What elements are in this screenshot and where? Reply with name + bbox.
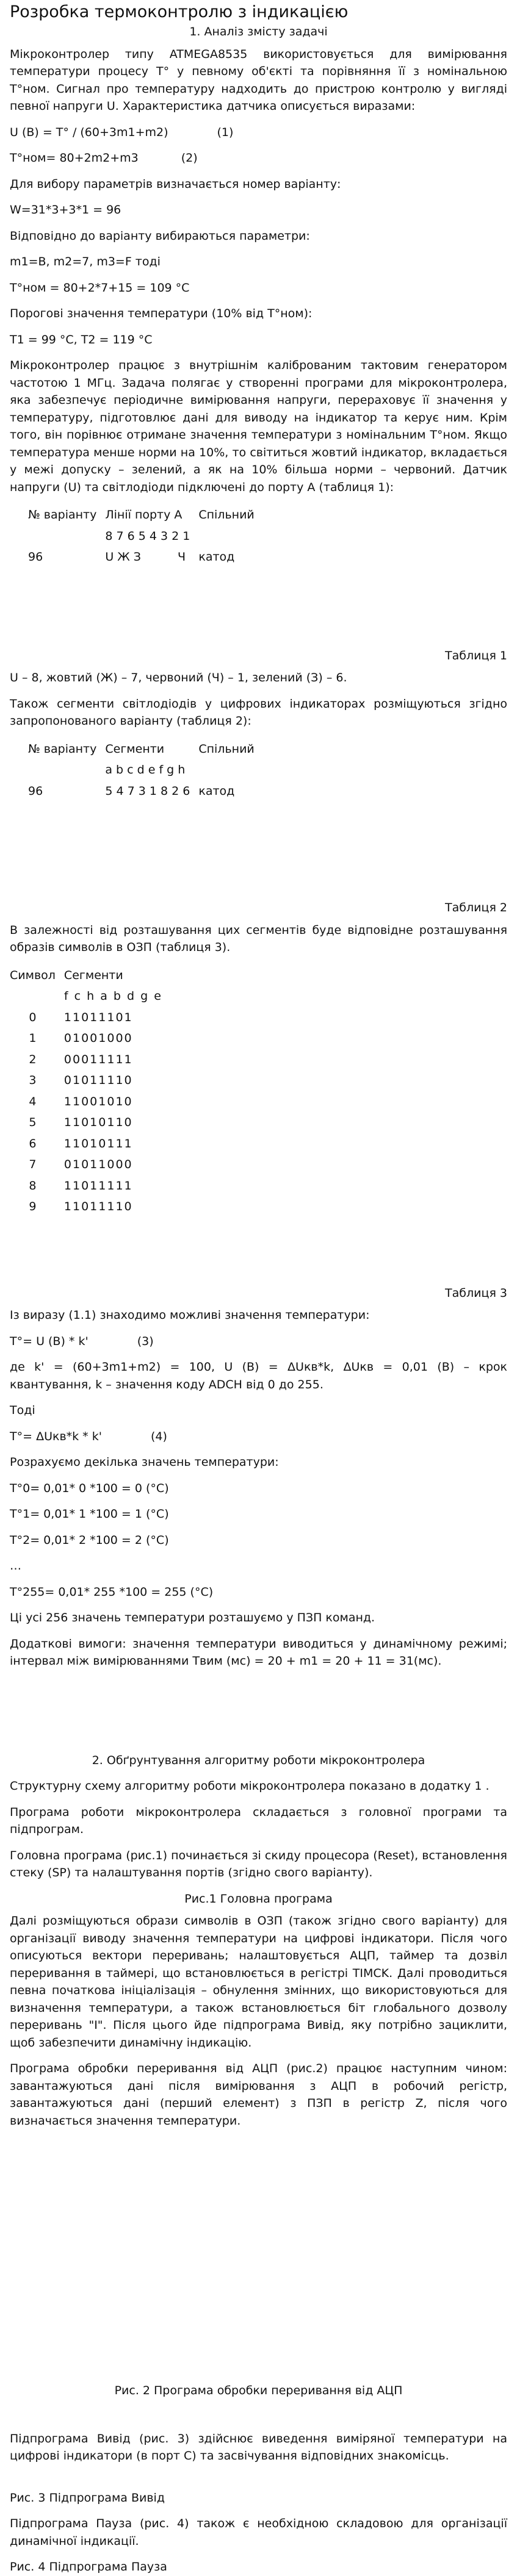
figure-4-caption: Рис. 4 Підпрограма Пауза — [10, 2560, 167, 2574]
table-row: 2 00011111 — [29, 1052, 133, 1066]
table-2-head-segments: Сегменти — [105, 742, 165, 756]
threshold-values: T1 = 99 °C, T2 = 119 °C — [10, 332, 153, 346]
table-2-caption: Таблиця 2 — [445, 901, 507, 915]
table-row: 0 11011101 — [29, 1010, 133, 1024]
extra-requirements: Додаткові вимоги: значення температури виводиться у динамічному режимі; інтервал між вимірюваннями Tвим (мс) = 20 + m1 = 20 + 11 = 31(мс). — [10, 1637, 507, 1668]
table-row: 6 11010111 — [29, 1136, 133, 1150]
formula-text: Із виразу (1.1) знаходимо можливі значення температури: — [10, 1308, 370, 1322]
table-row: 4 11001010 — [29, 1094, 133, 1108]
formula-2: T°ном= 80+2m2+m3 (2) — [10, 151, 198, 165]
description-paragraph: Мікроконтролер працює з внутрішнім каліброваним тактовим генератором частотою 1 МГц. Задача полягає у створенні програми для мікроконтролера, яка забезпечує періодичне вимірювання напруги, перераховує її значення у температуру, підготовлює дані для виводу на індикатор та керує ним. Крім того, він порівнює отримане значення температури з номінальним T°ном. Якщо температура менше норми на 10%, то світиться жовтий індикатор, вкладається у межі допуску – зелений, а як на 10% більша норми – червоний. Датчик напруги (U) та світлодіоди підключені до порту A (таблиця 1): — [10, 359, 507, 494]
s2-p3: Головна програма (рис.1) починається зі скиду процесора (Reset), встановлення стеку (SP) та налаштування портів (згідно свого варіанту). — [10, 1848, 507, 1880]
variant-text: Для вибору параметрів визначається номер варіанту: — [10, 177, 341, 191]
segments-text: Також сегменти світлодіодів у цифрових індикаторах розміщуються згідно запропонованого варіанту (таблиця 2): — [10, 697, 507, 728]
table-1-row-variant: 96 — [28, 550, 43, 564]
calc-1: T°1= 0,01* 1 *100 = 1 (°C) — [10, 1507, 169, 1521]
placement-text: В залежності від розташування цих сегментів буде відповідне розташування образів символів в ОЗП (таблиця 3). — [10, 923, 507, 955]
storage-text: Ці усі 256 значень температури розташуємо у ПЗП команд. — [10, 1611, 375, 1625]
table-3 — [10, 965, 171, 1218]
table-row: 7 01011000 — [29, 1158, 133, 1172]
then-text: Тоді — [10, 1404, 35, 1418]
table-row: 5 11010110 — [29, 1116, 133, 1130]
table-1 — [10, 504, 263, 568]
table-3-head-symbol: Символ — [10, 968, 56, 982]
formula-1: U (B) = T° / (60+3m1+m2) (1) — [10, 125, 234, 139]
document — [0, 1, 517, 2576]
s2-p1: Структурну схему алгоритму роботи мікроконтролера показано в додатку 1 . — [10, 1779, 490, 1793]
table-3-letters: f c h a b d g e — [63, 989, 162, 1003]
nominal-temp: T°ном = 80+2*7+15 = 109 °C — [10, 281, 190, 295]
calc-255: T°255= 0,01* 255 *100 = 255 (°C) — [10, 1585, 214, 1599]
table-row: 1 01001000 — [29, 1031, 133, 1046]
table-row: 8 11011111 — [29, 1179, 133, 1193]
formula-3-where: де k' = (60+3m1+m2) = 100, U (B) = ΔUкв*k, ΔUкв = 0,01 (В) – крок квантування, k – значення коду ADCH від 0 до 255. — [10, 1360, 507, 1391]
calc-0: T°0= 0,01* 0 *100 = 0 (°C) — [10, 1481, 169, 1495]
s2-p4: Далі розміщуються образи символів в ОЗП (також згідно свого варіанту) для організації виводу значення температури на цифрові індикатори. Після чого описуються вектори переривань; налаштовується АЦП, таймер та дозвіл переривання в таймері, що встановлюється в регістрі TIMCK. Далі проводиться певна початкова ініціалізація – обнулення змінних, що використовуються для визначення температури, а також встановлюється біт глобального дозволу переривань "I". Після цього йде підпрограма Вивід, яку потрібно зациклити, щоб забезпечити динамічну індикацію. — [10, 1914, 507, 2050]
table-3-head-segments: Сегменти — [63, 968, 123, 982]
intro-paragraph: Мікроконтролер типу ATMEGA8535 використовується для вимірювання температури процесу T° у певному об'єкті та порівняння її з номінальною T°ном. Сигнал про температуру надходить до пристрою контролю у вигляді певної напруги U. Характеристика датчика описується виразами: — [10, 47, 507, 113]
figure-1-caption: Рис.1 Головна програма — [184, 1892, 333, 1906]
params-text: Відповідно до варіанту вибираються параметри: — [10, 229, 310, 243]
table-1-head-variant: № варіанту — [28, 508, 97, 522]
figure-2-caption: Рис. 2 Програма обробки переривання від АЦП — [114, 2384, 403, 2398]
table-1-row-lines: U Ж З Ч — [105, 550, 186, 564]
table-row: 3 01011110 — [29, 1074, 133, 1088]
table-1-head-common: Спільний — [198, 508, 255, 522]
s2-p6: Підпрограма Вивід (рис. 3) здійснює виведення виміряної температури на цифрові індикатори (в порт C) та засвічування відповідних знакомісць. — [10, 2431, 507, 2463]
table-1-row-common: катод — [198, 550, 235, 564]
colors-text: U – 8, жовтий (Ж) – 7, червоний (Ч) – 1, зелений (З) – 6. — [10, 671, 347, 685]
table-row: 9 11011110 — [29, 1200, 133, 1214]
formula-3: T°= U (B) * k' (3) — [10, 1334, 154, 1348]
table-3-caption: Таблиця 3 — [445, 1286, 507, 1300]
calc-2: T°2= 0,01* 2 *100 = 2 (°C) — [10, 1533, 169, 1547]
page-title: Розробка термоконтролю з індикацією — [10, 2, 349, 21]
table-2-letters: a b c d e f g h — [105, 763, 186, 777]
section-2-heading: 2. Обґрунтування алгоритму роботи мікроконтролера — [92, 1753, 425, 1767]
figure-3-caption: Рис. 3 Підпрограма Вивід — [10, 2491, 165, 2505]
table-1-head-port: Лінії порту А — [105, 508, 183, 522]
params-values: m1=B, m2=7, m3=F тоді — [10, 255, 161, 269]
s2-p7: Підпрограма Пауза (рис. 4) також є необхідною складовою для організації динамічної індикації. — [10, 2517, 507, 2548]
table-2-row-common: катод — [198, 784, 235, 798]
table-1-pins: 8 7 6 5 4 3 2 1 — [105, 529, 190, 543]
variant-number: W=31*3+3*1 = 96 — [10, 203, 121, 217]
calc-dots: … — [10, 1559, 21, 1573]
table-2-head-common: Спільний — [198, 742, 255, 756]
threshold-text: Порогові значення температури (10% від T°ном): — [10, 307, 313, 321]
table-2-row-variant: 96 — [28, 784, 43, 798]
table-2 — [10, 739, 263, 802]
s2-p5: Програма обробки переривання від АЦП (рис.2) працює наступним чином: завантажуються дані після вимірювання з АЦП в робочий регістр, завантажуються дані (перший елемент) з ПЗП в регістр Z, після чого визначається значення температури. — [10, 2062, 507, 2128]
table-1-caption: Таблиця 1 — [445, 648, 507, 662]
section-1-heading: 1. Аналіз змісту задачі — [189, 25, 328, 39]
calc-text: Розрахуємо декілька значень температури: — [10, 1455, 279, 1469]
table-2-row-segments: 5 4 7 3 1 8 2 6 — [105, 784, 190, 798]
formula-4: T°= ΔUкв*k * k' (4) — [10, 1429, 167, 1443]
table-2-head-variant: № варіанту — [28, 742, 97, 756]
s2-p2: Програма роботи мікроконтролера складається з головної програми та підпрограм. — [10, 1805, 507, 1837]
